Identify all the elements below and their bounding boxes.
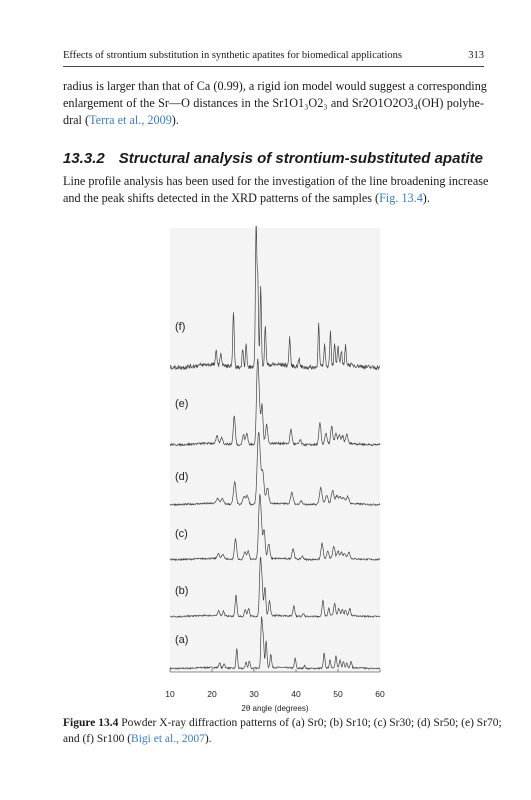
intro-line-3 [63,112,484,129]
reference-link-bigi[interactable]: Bigi et al., 2007 [131,733,205,745]
x-axis-title: 2θ angle (degrees) [241,704,309,713]
series-label-d: (d) [175,471,189,483]
x-tick-label-60: 60 [375,689,385,699]
section-line-2 [63,190,484,207]
intro-line-3-text: dral ( [63,113,90,127]
x-tick-label-20: 20 [207,689,217,699]
figure-caption [63,715,502,747]
section-line-1: Line profile analysis has been used for the investigation of the line broadening increase [63,174,489,188]
figure-ref-link[interactable]: Fig. 13.4 [379,191,423,205]
caption-line-1 [63,715,502,731]
header-rule [63,66,484,67]
page-number: 313 [468,50,484,61]
caption-line-2-end: ). [204,733,212,745]
series-label-e: (e) [175,398,189,410]
running-head [63,50,484,64]
caption-line-2-text: and (f) Sr100 ( [63,733,132,745]
xrd-chart [160,226,390,716]
series-label-a: (a) [175,634,189,646]
intro-paragraph [63,78,487,129]
section-line-2-text: and the peak shifts detected in the XRD patterns of the samples ( [63,191,380,205]
x-tick-label-10: 10 [165,689,175,699]
caption-line-2 [63,731,484,747]
running-head-title: Effects of strontium substitution in synthetic apatites for biomedical applications [63,50,402,61]
intro-line-3-end: ). [171,113,179,127]
xrd-figure [160,226,390,716]
intro-line-1: radius is larger than that of Ca (0.99), a rigid ion model would suggest a corresponding [63,79,487,93]
section-line-2-end: ). [422,191,430,205]
section-number: 13.3.2 [63,150,105,167]
x-tick-label-30: 30 [249,689,259,699]
intro-line-2: enlargement of the Sr—O distances in the Sr1O1₃O2₃ and Sr2O1O2O3₄(OH) polyhe- [63,96,484,110]
section-title: Structural analysis of strontium-substituted apatite [118,150,483,167]
x-tick-label-40: 40 [291,689,301,699]
series-label-b: (b) [175,585,189,597]
plot-background [170,228,380,672]
caption-label: Figure 13.4 [63,717,119,729]
series-label-c: (c) [175,528,188,540]
x-tick-label-50: 50 [333,689,343,699]
reference-link-terra[interactable]: Terra et al., 2009 [89,113,172,127]
series-label-f: (f) [175,321,186,333]
caption-line-1-text: Powder X-ray diffraction patterns of (a) Sr0; (b) Sr10; (c) Sr30; (d) Sr50; (e) Sr70; [118,717,502,729]
section-paragraph [63,173,489,207]
section-heading [63,150,483,167]
